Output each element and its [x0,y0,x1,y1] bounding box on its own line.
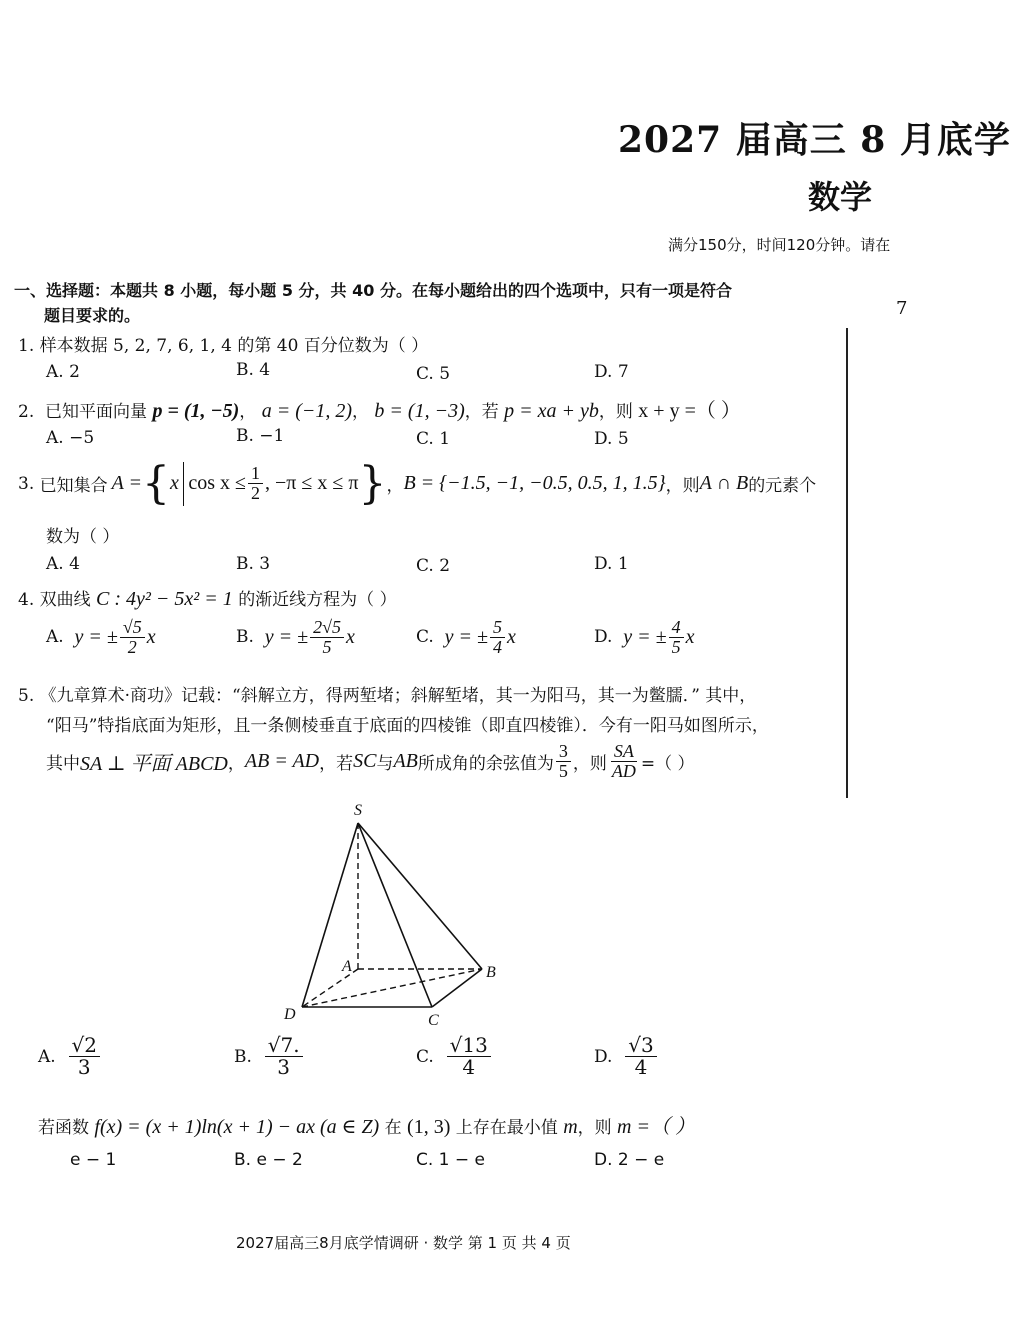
section-heading: 一、选择题：本题共 8 小题，每小题 5 分，共 40 分。在每小题给出的四个选项中，只有一项是符合 [14,281,732,300]
vertex-c-label: C [428,1012,439,1029]
question-3: 3. 已知集合 A = { x cos x ≤ $\frac{1}{2}$ , −π ≤ x ≤ π } ， B = {−1.5, −1, −0.5, 0.5, 1, 1.5} ，则 A ∩ B 的元素个 [18,458,817,509]
page-footer: 2027届高三8月底学情调研 · 数学 第 1 页 共 4 页 [236,1234,571,1252]
vertex-b-label: B [486,964,496,981]
q5-option-d[interactable]: D. $\frac{√3}{4}$ [594,1035,659,1078]
edge-cb [432,969,482,1007]
edge-sd [302,823,358,1007]
question-4: 4. 双曲线 C : 4y² − 5x² = 1 的渐近线方程为（ ） [18,588,397,610]
q3-option-a[interactable]: A. 4 [46,554,80,574]
q6-option-a[interactable]: e − 1 [70,1150,117,1170]
q3-option-d[interactable]: D. 1 [594,554,629,574]
q2-option-a[interactable]: A. −5 [46,428,95,448]
fraction-half: $\frac{1}{2}$ [248,464,263,503]
subject-title: 数学 [808,178,873,216]
question-3-line2: 数为（ ） [46,527,120,547]
q2-option-d[interactable]: D. 5 [594,429,629,449]
q3-option-b[interactable]: B. 3 [236,554,271,574]
pyramid-figure [270,795,520,1035]
question-5-line1: 5. 《九章算术·商功》记载：“斜解立方，得两堑堵；斜解堑堵，其一为阳马，其一为鳖臑．” 其中， [18,686,757,706]
question-6: 若函数 f(x) = (x + 1)ln(x + 1) − ax (a ∈ Z) 在 (1, 3) 上存在最小值 m，则 m =（ ） [38,1116,695,1138]
q6-option-c[interactable]: C. 1 − e [416,1150,486,1170]
q1-option-b[interactable]: B. 4 [236,360,271,380]
edge-sb [358,823,482,969]
q1-option-d[interactable]: D. 7 [594,362,629,382]
section-heading-line2: 题目要求的。 [44,306,141,325]
q1-option-c[interactable]: C. 5 [416,364,451,384]
cos-fraction: $\frac{3}{5}$ [556,742,571,781]
exam-note: 满分150分，时间120分钟。请在 [668,236,891,254]
q4-option-b[interactable]: B. y = ± $\frac{2√5}{5}$ x [236,617,355,657]
vertex-s-label: S [354,802,362,819]
q2-option-b[interactable]: B. −1 [236,426,285,446]
margin-number: 7 [896,298,908,319]
question-5-line2: “阳马”特指底面为矩形，且一条侧棱垂直于底面的四棱锥（即直四棱锥）．今有一阳马如图所示， [46,716,769,736]
question-1: 1. 样本数据 5, 2, 7, 6, 1, 4 的第 40 百分位数为（ ） [18,336,429,356]
left-brace: { [142,458,170,509]
q2-option-c[interactable]: C. 1 [416,429,451,449]
vertex-d-label: D [284,1006,296,1023]
set-bar [183,462,185,506]
exam-title: 2027 届高三 8 月底学 [618,119,1011,161]
ratio-fraction: $\frac{SA}{AD}$ [611,741,636,781]
vertex-a-label: A [342,958,352,975]
q5-option-c[interactable]: C. $\frac{√13}{4}$ [416,1035,493,1078]
q4-option-c[interactable]: C. y = ± $\frac{5}{4}$ x [416,617,516,657]
right-brace: } [358,458,387,509]
q4-option-a[interactable]: A. y = ± $\frac{√5}{2}$ x [46,617,156,657]
q6-option-b[interactable]: B. e − 2 [234,1150,303,1170]
question-5-line3: 其中 SA ⊥ 平面 ABCD ， AB = AD ，若 SC 与 AB 所成角的余弦值为 $\frac{3}{5}$ ，则 $\frac{SA}{AD}$ =（ ） [46,741,695,781]
question-2: 2. 已知平面向量 p = (1, −5)， a = (−1, 2)， b = (1, −3)，若 p = xa + yb，则 x + y =（ ） [18,400,741,422]
q6-option-d[interactable]: D. 2 − e [594,1150,665,1170]
q3-option-c[interactable]: C. 2 [416,556,451,576]
edge-sc [358,823,432,1007]
q4-option-d[interactable]: D. y = ± $\frac{4}{5}$ x [594,617,695,657]
q5-option-a[interactable]: A. $\frac{√2}{3}$ [38,1035,102,1078]
margin-rule [846,328,848,798]
q5-option-b[interactable]: B. $\frac{√7.}{3}$ [234,1035,305,1078]
q1-option-a[interactable]: A. 2 [46,362,80,382]
